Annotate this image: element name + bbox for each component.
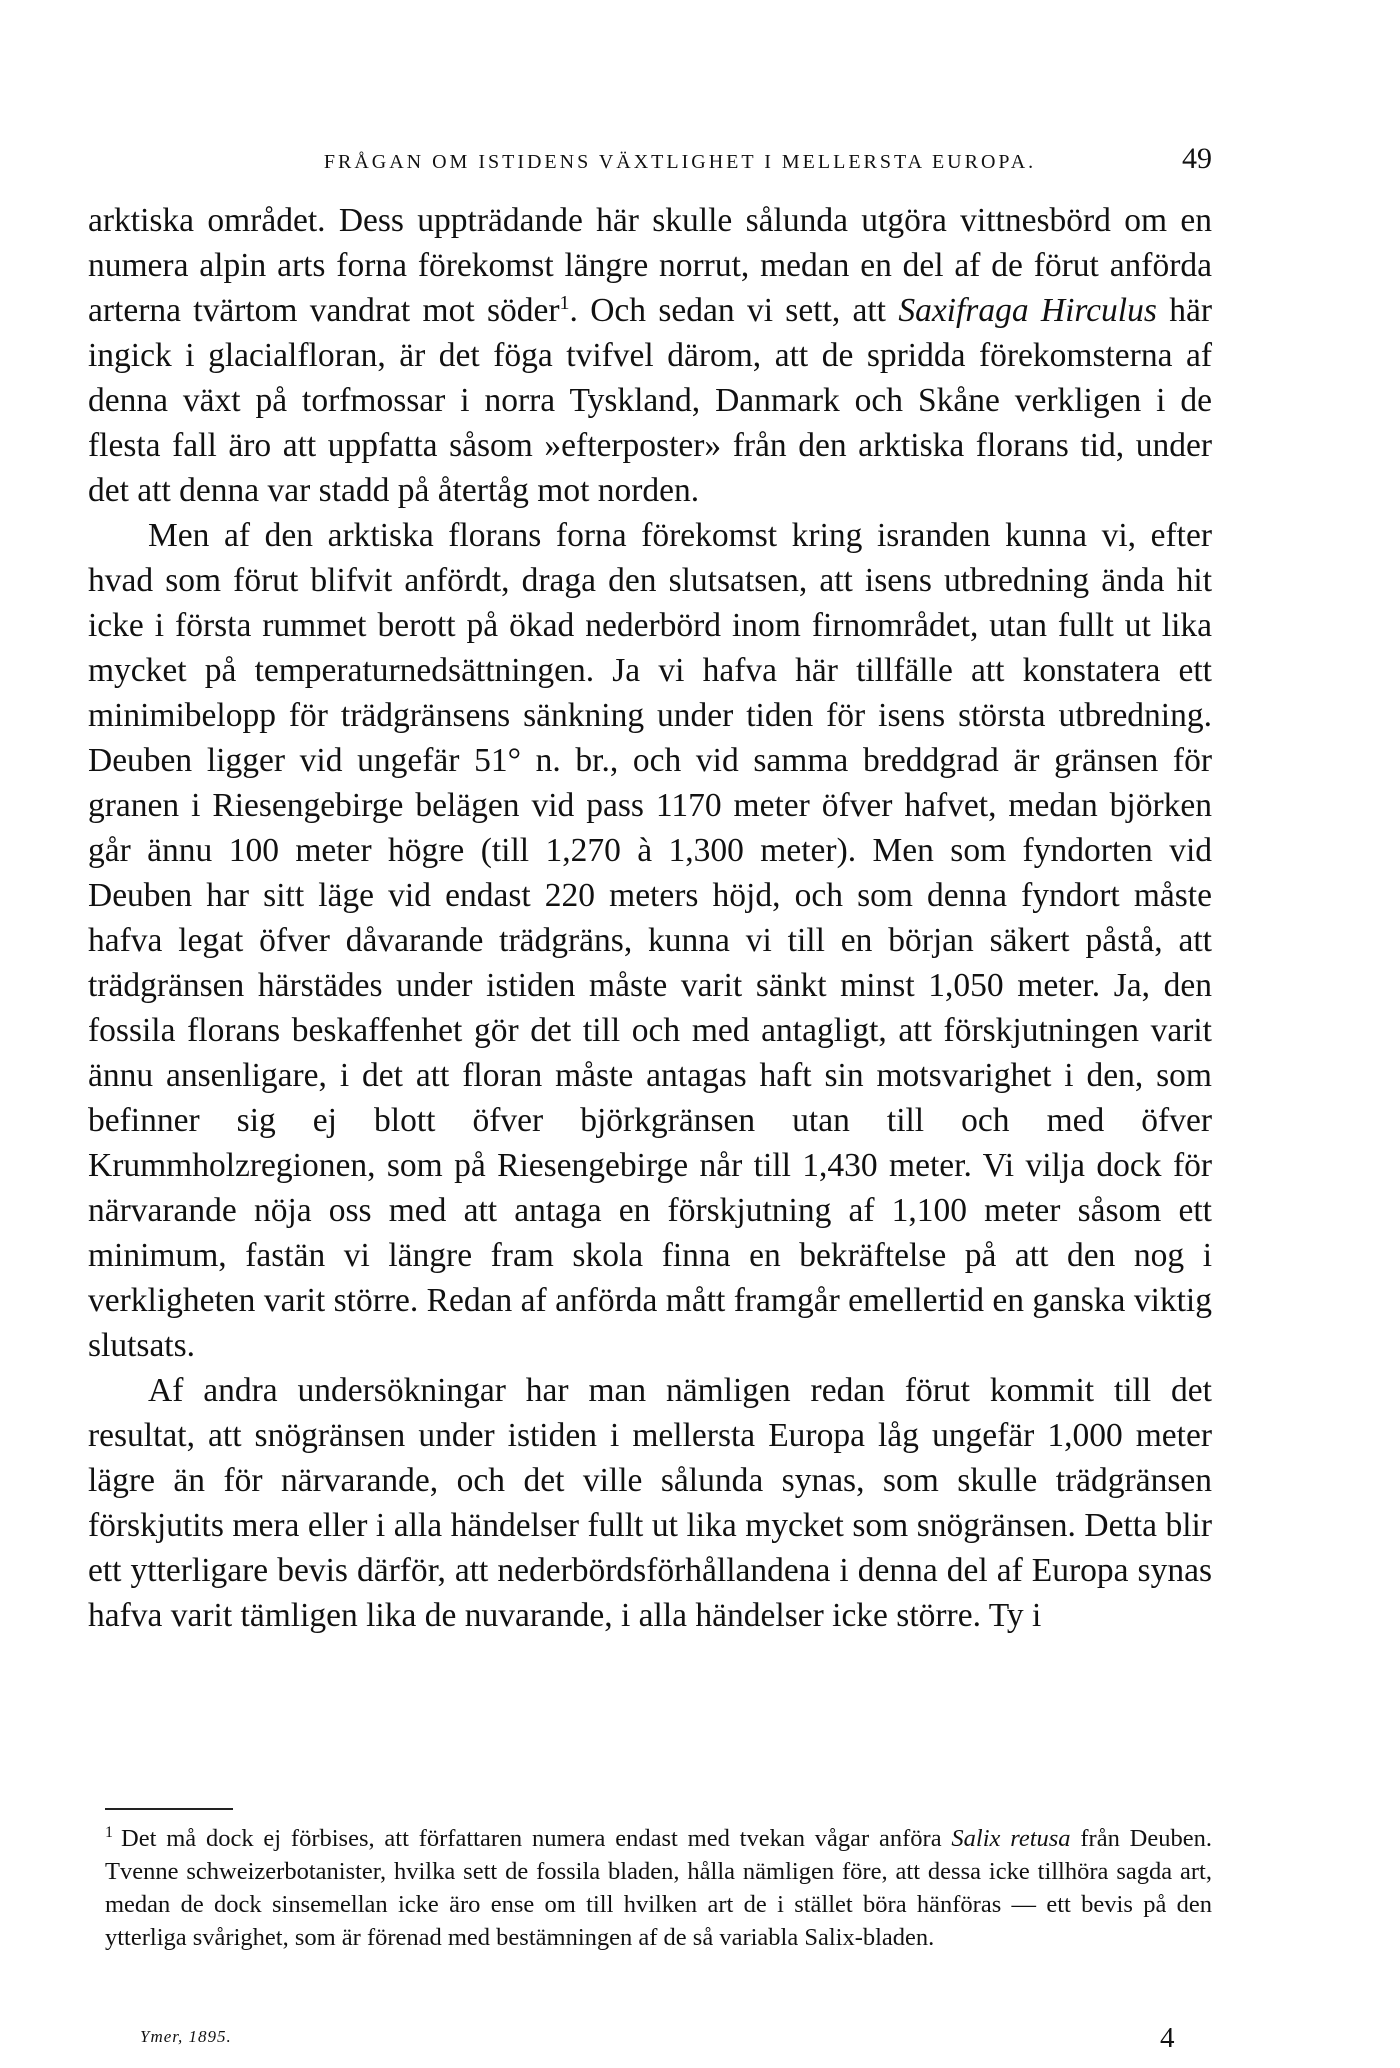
footnote-part-b: från Deuben. Tvenne schweizerbotanister, hvilka sett de fossila bladen, hålla nämligen före, att dessa icke tillhöra sagda art, medan de dock sinsemellan icke äro ense om till hvilken art de i stället böra hänföras — ett bevis på den ytterliga svårighet, som är förenad med bestämningen af de så variabla Salix-bladen. (105, 1825, 1212, 1951)
species-name: Saxifraga Hirculus (898, 292, 1157, 329)
footnotes (105, 1822, 1212, 1954)
running-head (88, 142, 1212, 176)
paragraph-1-part-b: . Och sedan vi sett, att (569, 292, 899, 329)
footnote-species-name: Salix retusa (951, 1825, 1071, 1852)
page-number: 49 (1182, 142, 1212, 175)
body-text (88, 198, 1212, 1638)
running-title: FRÅGAN OM ISTIDENS VÄXTLIGHET I MELLERSTA EUROPA. (323, 151, 1037, 173)
paragraph-2: Men af den arktiska florans forna förekomst kring isranden kunna vi, efter hvad som förut blifvit anfördt, draga den slutsatsen, att isens utbredning ända hit icke i första rummet berott på ökad nederbörd inom firnområdet, utan fullt ut lika mycket på temperaturnedsättningen. Ja vi hafva här tillfälle att konstatera ett minimibelopp för trädgränsens sänkning under tiden för isens största utbredning. Deuben ligger vid ungefär 51° n. br., och vid samma breddgrad är gränsen för granen i Riesengebirge belägen vid pass 1170 meter öfver hafvet, medan björken går ännu 100 meter högre (till 1,270 à 1,300 meter). Men som fyndorten vid Deuben har sitt läge vid endast 220 meters höjd, och som denna fyndort måste hafva legat öfver dåvarande trädgräns, kunna vi till en början säkert påstå, att trädgränsen härstädes under istiden måste varit sänkt minst 1,050 meter. Ja, den fossila florans beskaffenhet gör det till och med antagligt, att förskjutningen varit ännu ansenligare, i det att floran måste antagas haft sin motsvarighet i den, som befinner sig ej blott öfver björkgränsen utan till och med öfver Krummholzregionen, som på Riesengebirge når till 1,430 meter. Vi vilja dock för närvarande nöja oss med att antaga en förskjutning af 1,100 meter såsom ett minimum, fastän vi längre fram skola finna en bekräftelse på att den nog i verkligheten varit större. Redan af anförda mått framgår emellertid en ganska viktig slutsats. (88, 517, 1212, 1364)
footnote-part-a: Det må dock ej förbises, att författaren numera endast med tvekan vågar anföra (121, 1825, 952, 1852)
paragraph-3: Af andra undersökningar har man nämligen redan förut kommit till det resultat, att snögränsen under istiden i mellersta Europa låg ungefär 1,000 meter lägre än för närvarande, och det ville sålunda synas, som skulle trädgränsen förskjutits mera eller i alla händelser fullt ut lika mycket som snögränsen. Detta blir ett ytterligare bevis därför, att nederbördsförhållandena i denna del af Europa synas hafva varit tämligen lika de nuvarande, i alla händelser icke större. Ty i (88, 1372, 1212, 1634)
footnote-divider (105, 1808, 233, 1810)
paragraph-1 (88, 198, 1212, 513)
paragraph-1-part-c: här ingick i glacialfloran, är det föga tvifvel därom, att de spridda förekomsterna af denna växt på torfmossar i norra Tyskland, Danmark och Skåne verkligen i de flesta fall äro att uppfatta såsom »efterposter» från den arktiska florans tid, under det att denna var stadd på återtåg mot norden. (88, 292, 1212, 509)
footnote-reference: 1 (559, 291, 570, 314)
sheet-number: 4 (1160, 2022, 1175, 2054)
signature-mark: Ymer, 1895. (140, 2027, 232, 2046)
footnote-1 (105, 1822, 1212, 1954)
footnote-mark: 1 (105, 1823, 113, 1841)
paragraph-1-part-a: arktiska området. Dess uppträdande här skulle sålunda utgöra vittnesbörd om en numera alpin arts forna förekomst längre norrut, medan en del af de förut anförda arterna tvärtom vandrat mot söder (88, 202, 1212, 329)
